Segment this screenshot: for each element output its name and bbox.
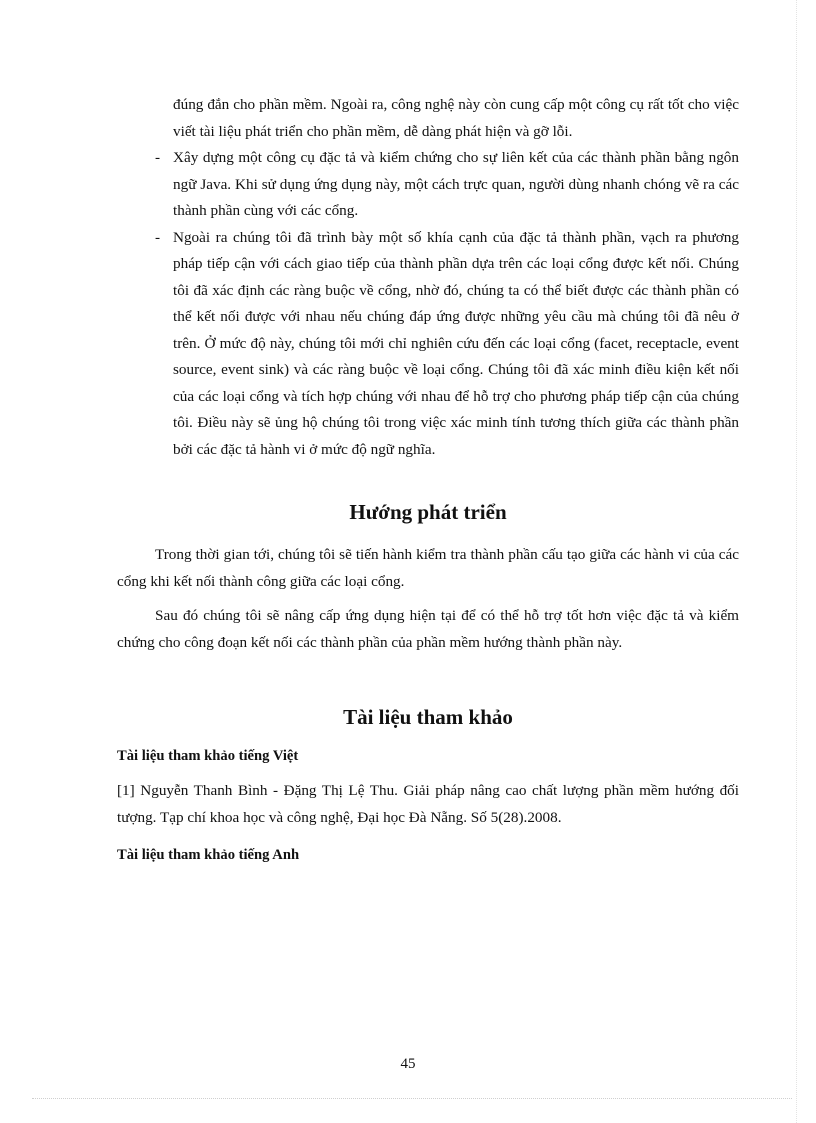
- page-content: [117, 92, 739, 867]
- reference-item: [1] Nguyễn Thanh Bình - Đặng Thị Lệ Thu. Giải pháp nâng cao chất lượng phần mềm hướng đối tượng. Tạp chí khoa học và công nghệ, Đại học Đà Nẵng. Số 5(28).2008.: [117, 782, 739, 826]
- development-heading: Hướng phát triển: [349, 500, 507, 524]
- references-heading: Tài liệu tham khảo: [343, 705, 513, 729]
- page-number: 45: [400, 1056, 416, 1072]
- english-references-heading: Tài liệu tham khảo tiếng Anh: [117, 847, 300, 863]
- bullet-item: [117, 145, 739, 225]
- bullet-item: [117, 225, 739, 464]
- page-right-rule: [796, 0, 797, 1123]
- bullet-text: Xây dựng một công cụ đặc tả và kiểm chứng cho sự liên kết của các thành phần bằng ngôn ngữ Java. Khi sử dụng ứng dụng này, một cách trực quan, người dùng nhanh chóng vẽ ra các thành phần cùng với các cổng.: [173, 149, 739, 219]
- bullet-dash: -: [155, 228, 161, 246]
- bullet-dash: -: [155, 149, 161, 166]
- page-bottom-rule: [32, 1098, 792, 1099]
- continuation-paragraph: đúng đắn cho phần mềm. Ngoài ra, công nghệ này còn cung cấp một công cụ rất tốt cho việc viết tài liệu phát triển cho phần mềm, dễ dàng phát hiện và gỡ lỗi.: [173, 96, 739, 140]
- bullet-text: Ngoài ra chúng tôi đã trình bày một số khía cạnh của đặc tả thành phần, vạch ra phương pháp tiếp cận với cách giao tiếp của thành phần dựa trên các loại cổng được kết nối. Chúng tôi đã xác định các ràng buộc về cổng, nhờ đó, chúng ta có thể biết được các thành phần có thể kết nối được với nhau nếu chúng đáp ứng được những yêu cầu mà chúng tôi đã nêu ở trên. Ở mức độ này, chúng tôi mới chỉ nghiên cứu đến các loại cổng (facet, receptacle, event source, event sink) và các ràng buộc về loại cổng. Chúng tôi đã xác minh điều kiện kết nối của các loại cổng và tích hợp chúng với nhau để hỗ trợ cho phương pháp tiếp cận của chúng tôi. Điều này sẽ ủng hộ chúng tôi trong việc xác minh tính tương thích giữa các thành phần bởi các đặc tả hành vi ở mức độ ngữ nghĩa.: [173, 228, 739, 458]
- vietnamese-references-heading: Tài liệu tham khảo tiếng Việt: [117, 748, 299, 764]
- development-paragraph: Trong thời gian tới, chúng tôi sẽ tiến hành kiểm tra thành phần cấu tạo giữa các hành vi của các cổng khi kết nối thành công giữa các loại cổng.: [117, 546, 739, 590]
- development-paragraph: Sau đó chúng tôi sẽ nâng cấp ứng dụng hiện tại để có thể hỗ trợ tốt hơn việc đặc tả và kiểm chứng cho công đoạn kết nối các thành phần của phần mềm hướng thành phần này.: [117, 607, 739, 651]
